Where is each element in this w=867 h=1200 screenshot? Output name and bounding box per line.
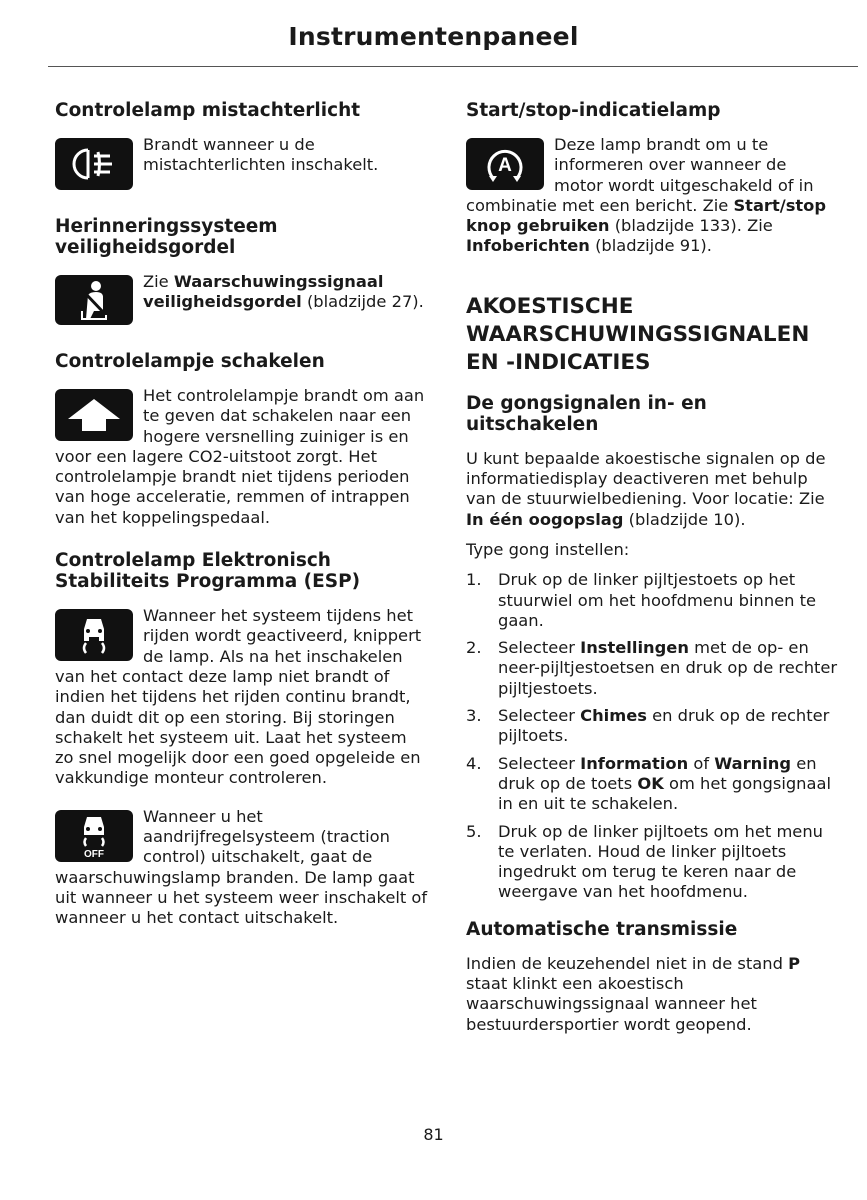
title-divider xyxy=(48,66,858,67)
traction-control-text: Wanneer u het aandrijfregelsysteem (traction control) uitschakelt, gaat de waarschuwingslamp branden. De lamp gaat uit wanneer u het systeem weer inschakelt of wanneer u het contact uitschakelt. xyxy=(55,806,428,928)
traction-control-section xyxy=(55,807,430,929)
list-item: 3. Selecteer Chimes en druk op de rechter pijltoets. xyxy=(466,706,830,746)
auto-transmission-section xyxy=(466,919,838,1035)
esp-heading: Controlelamp Elektronisch Stabiliteits Programma (ESP) xyxy=(55,550,361,593)
gong-steps xyxy=(466,570,838,902)
gong-intro: U kunt bepaalde akoestische signalen op de informatiedisplay deactiveren met behulp van de stuurwielbediening. Voor locatie: Zie In één oogopslag (bladzijde 10). xyxy=(466,448,826,529)
list-item: 2. Selecteer Instellingen met de op- en neer-pijltjestoetsen en druk op de rechter pijltjestoets. xyxy=(466,638,838,698)
fog-lamp-section xyxy=(55,100,430,194)
seatbelt-heading: Herinneringssysteem veiligheidsgordel xyxy=(55,216,278,258)
fog-lamp-heading: Controlelamp mistachterlicht xyxy=(55,100,361,121)
page-number: 81 xyxy=(423,1125,444,1144)
seatbelt-ref: Waarschuwingssignaal veiligheidsgordel xyxy=(143,272,384,312)
gong-section xyxy=(466,393,838,903)
list-item: 5. Druk op de linker pijltoets om het menu te verlaten. Houd de linker pijltoets ingedrukt om terug te keren naar de weergave van het hoofdmenu. xyxy=(466,821,823,902)
esp-text: Wanneer het systeem tijdens het rijden wordt geactiveerd, knippert de lamp. Als na het inschakelen van het contact deze lamp niet brandt of indien het tijdens het rijden continu brandt, dan duidt dit op een storing. Bij storingen schakelt het systeem uit. Laat het systeem zo snel mogelijk door een goed opgeleide en vakkundige monteur controleren. xyxy=(55,606,422,788)
startstop-text: Deze lamp brandt om u te informeren over wanneer de motor wordt uitgeschakeld of in combinatie met een bericht. Zie Start/stop knop gebruiken (bladzijde 133). Zie Infoberichten (bladzijde 91). xyxy=(466,135,827,256)
startstop-section xyxy=(466,100,838,257)
list-item: 4. Selecteer Information of Warning en druk op de toets OK om het gongsignaal in en uit te schakelen. xyxy=(466,753,831,814)
auto-start-stop-icon xyxy=(466,138,544,190)
gong-type-label: Type gong instellen: xyxy=(466,539,630,559)
right-column xyxy=(466,100,838,1035)
gong-heading: De gongsignalen in- en uitschakelen xyxy=(466,392,707,435)
list-item: 1. Druk op de linker pijltjestoets op het stuurwiel om het hoofdmenu binnen te gaan. xyxy=(466,570,817,630)
auto-transmission-heading: Automatische transmissie xyxy=(466,918,738,940)
seatbelt-section xyxy=(55,216,430,329)
infoberichten-ref: Infoberichten xyxy=(466,236,590,256)
esp-off-icon xyxy=(55,810,133,862)
page-title: Instrumentenpaneel xyxy=(288,22,579,51)
seatbelt-icon xyxy=(55,275,133,325)
shift-indicator-heading: Controlelampje schakelen xyxy=(55,351,325,372)
rear-fog-lamp-icon xyxy=(55,138,133,190)
auto-start-stop-label: A xyxy=(498,155,512,176)
section-heading: AKOESTISCHE WAARSCHUWINGSSIGNALEN EN -INDICATIES xyxy=(466,293,810,375)
fog-lamp-text: Brandt wanneer u de mistachterlichten inschakelt. xyxy=(143,135,379,175)
shift-up-arrow-icon xyxy=(55,389,133,441)
startstop-heading: Start/stop-indicatielamp xyxy=(466,100,721,121)
esp-skid-icon xyxy=(55,609,133,661)
esp-section xyxy=(55,550,430,789)
oogopslag-ref: In één oogopslag xyxy=(466,509,624,529)
esp-off-label: OFF xyxy=(84,848,104,859)
startstop-ref: Start/stop knop gebruiken xyxy=(466,195,827,236)
auto-transmission-text: Indien de keuzehendel niet in de stand P staat klinkt een akoestisch waarschuwingssignaal wanneer het bestuurdersportier wordt geopend. xyxy=(466,953,801,1034)
shift-indicator-text: Het controlelampje brandt om aan te geven dat schakelen naar een hogere versnelling zuiniger is en voor een lagere CO2-uitstoot zorgt. Het controlelampje brandt niet tijdens perioden van hoge acceleratie, remmen of intrappen van het koppelingspedaal. xyxy=(55,386,425,527)
seatbelt-text: Zie Waarschuwingssignaal veiligheidsgordel (bladzijde 27). xyxy=(143,272,424,312)
shift-indicator-section xyxy=(55,351,430,528)
left-column xyxy=(55,100,430,929)
